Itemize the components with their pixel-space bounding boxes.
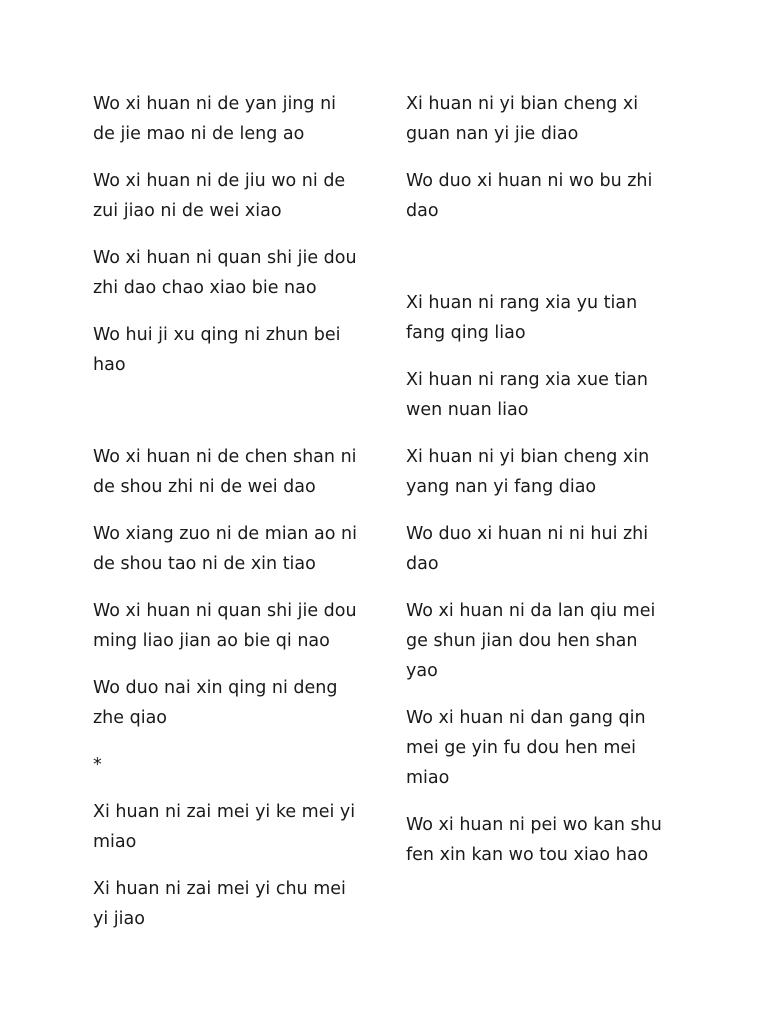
lyric-stanza: Wo duo nai xin qing ni deng zhe qiao — [93, 678, 338, 728]
lyric-stanza: Wo xi huan ni pei wo kan shu fen xin kan wo tou xiao hao — [406, 815, 662, 865]
stanza-gap — [406, 243, 676, 288]
lyric-stanza: Wo xi huan ni de chen shan ni de shou zhi ni de wei dao — [93, 447, 357, 497]
lyric-stanza: Xi huan ni zai mei yi ke mei yi miao — [93, 802, 356, 852]
lyric-stanza: Xi huan ni rang xia xue tian wen nuan liao — [406, 370, 648, 420]
left-lyrics-column — [93, 89, 383, 951]
right-lyrics-column — [406, 89, 676, 887]
lyric-stanza: Xi huan ni rang xia yu tian fang qing liao — [406, 293, 638, 343]
chorus-marker: * — [93, 755, 102, 775]
lyric-stanza: Wo xi huan ni quan shi jie dou ming liao jian ao bie qi nao — [93, 601, 357, 651]
lyric-stanza: Wo duo xi huan ni wo bu zhi dao — [406, 171, 653, 221]
lyric-stanza: Xi huan ni yi bian cheng xi guan nan yi jie diao — [406, 94, 639, 144]
lyric-stanza: Wo xiang zuo ni de mian ao ni de shou tao ni de xin tiao — [93, 524, 357, 574]
lyric-stanza: Wo xi huan ni de jiu wo ni de zui jiao ni de wei xiao — [93, 171, 346, 221]
lyric-stanza: Xi huan ni zai mei yi chu mei yi jiao — [93, 879, 346, 929]
lyric-stanza: Wo xi huan ni quan shi jie dou zhi dao chao xiao bie nao — [93, 248, 357, 298]
lyric-stanza: Wo xi huan ni de yan jing ni de jie mao ni de leng ao — [93, 94, 337, 144]
lyric-stanza: Wo xi huan ni da lan qiu mei ge shun jian dou hen shan yao — [406, 601, 656, 681]
lyric-stanza: Wo duo xi huan ni ni hui zhi dao — [406, 524, 649, 574]
lyric-stanza: Wo hui ji xu qing ni zhun bei hao — [93, 325, 341, 375]
lyric-stanza: Xi huan ni yi bian cheng xin yang nan yi fang diao — [406, 447, 650, 497]
stanza-gap — [93, 397, 383, 442]
lyric-stanza: Wo xi huan ni dan gang qin mei ge yin fu dou hen mei miao — [406, 708, 646, 788]
